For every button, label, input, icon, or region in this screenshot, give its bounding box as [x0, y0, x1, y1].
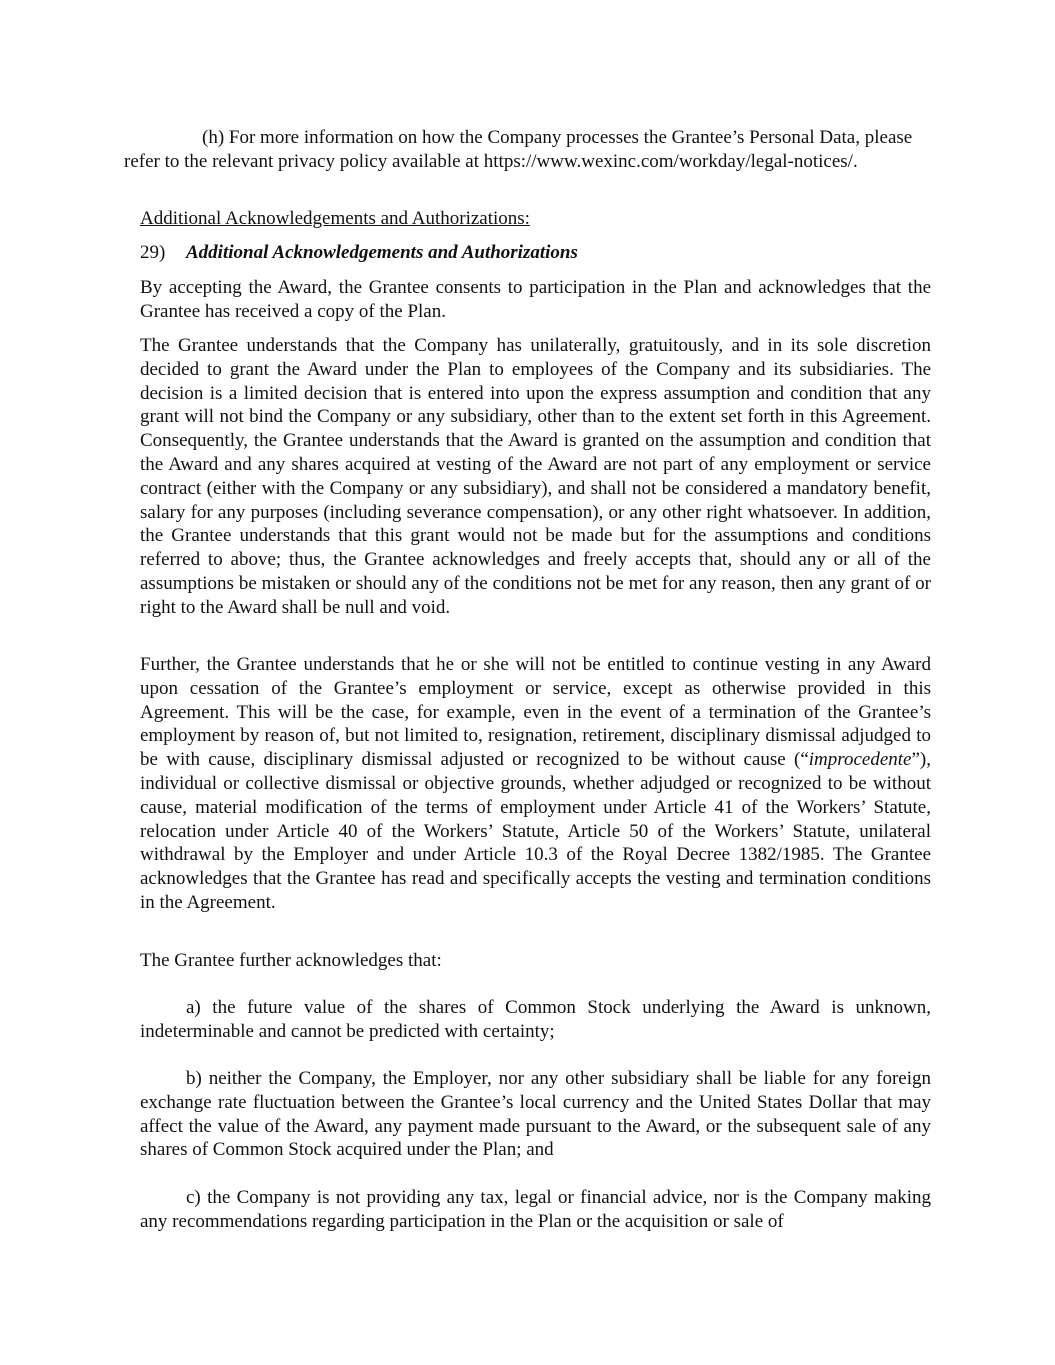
list-item-b: b) neither the Company, the Employer, nor any other subsidiary shall be liable for any foreign exchange rate fluctuation between the Grantee’s local currency and the United States Dollar that may affect the value of the Award, any payment made pursuant to the Award, or the subsequent sale of any shares of Common Stock acquired under the Plan; and: [140, 1068, 931, 1161]
additional-acknowledgements-heading: Additional Acknowledgements and Authorizations:: [140, 208, 530, 229]
section-29-heading: [140, 241, 930, 265]
section-29-title: Additional Acknowledgements and Authorizations: [186, 242, 578, 263]
paragraph-vesting-text-before: Further, the Grantee understands that he or she will not be entitled to continue vesting in any Award upon cessation of the Grantee’s employment or service, except as otherwise provided in this Agreement. This will be the case, for example, even in the event of a termination of the Grantee’s employment by reason of, but not limited to, resignation, retirement, disciplinary dismissal adjudged to be with cause, disciplinary dismissal adjusted or recognized to be without cause (“: [140, 654, 931, 771]
improcedente-term: improcedente: [808, 749, 912, 771]
section-h-paragraph: (h) For more information on how the Company processes the Grantee’s Personal Data, please refer to the relevant privacy policy available at https://www.wexinc.com/workday/legal-notices/.: [124, 127, 913, 172]
list-item-c: c) the Company is not providing any tax, legal or financial advice, nor is the Company making any recommendations regarding participation in the Plan or the acquisition or sale of: [140, 1187, 931, 1232]
section-29-number: 29): [140, 242, 166, 263]
paragraph-vesting-termination: [140, 653, 931, 915]
paragraph-company-discretion: The Grantee understands that the Company has unilaterally, gratuitously, and in its sole discretion decided to grant the Award under the Plan to employees of the Company and its subsidiaries. The decision is a limited decision that is entered into upon the express assumption and condition that any grant will not bind the Company or any subsidiary, other than to the extent set forth in this Agreement. Consequently, the Grantee understands that the Award is granted on the assumption and condition that the Award and any shares acquired at vesting of the Award are not part of any employment or service contract (either with the Company or any subsidiary), and shall not be considered a mandatory benefit, salary for any purposes (including severance compensation), or any other right whatsoever. In addition, the Grantee understands that this grant would not be made but for the assumptions and conditions referred to above; thus, the Grantee acknowledges and freely accepts that, should any or all of the assumptions be mistaken or should any of the conditions not be met for any reason, then any grant of or right to the Award shall be null and void.: [140, 335, 931, 618]
list-item-a: a) the future value of the shares of Common Stock underlying the Award is unknown, indeterminable and cannot be predicted with certainty;: [140, 997, 931, 1042]
paragraph-consent: By accepting the Award, the Grantee consents to participation in the Plan and acknowledges that the Grantee has received a copy of the Plan.: [140, 277, 931, 322]
paragraph-vesting-text-after: ”), individual or collective dismissal or objective grounds, whether adjudged or recognized to be without cause, material modification of the terms of employment under Article 41 of the Workers’ Statute, relocation under Article 40 of the Workers’ Statute, Article 50 of the Workers’ Statute, unilateral withdrawal by the Employer and under Article 10.3 of the Royal Decree 1382/1985. The Grantee acknowledges that the Grantee has read and specifically accepts the vesting and termination conditions in the Agreement.: [140, 749, 931, 913]
paragraph-further-acknowledges: The Grantee further acknowledges that:: [140, 950, 442, 971]
